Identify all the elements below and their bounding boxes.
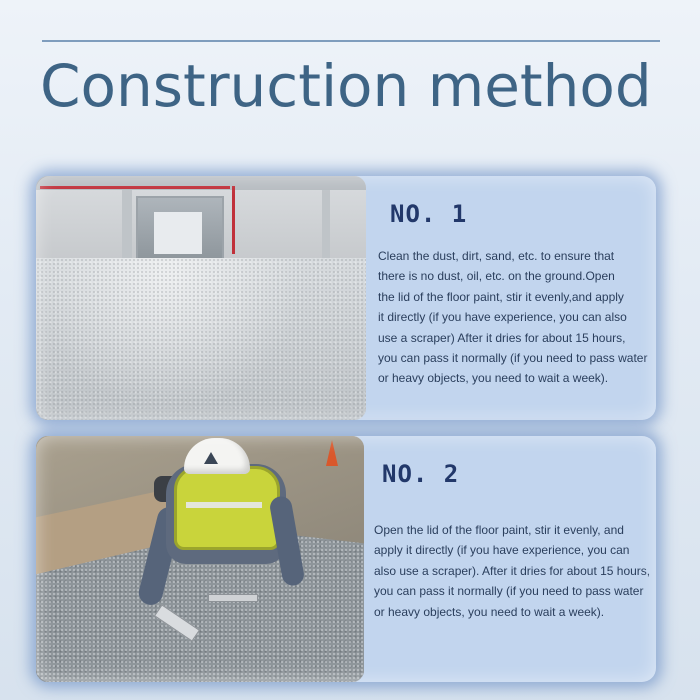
photo-column [122,190,132,258]
photo-vest-stripe [186,502,262,508]
step-2-line: or heavy objects, you need to wait a week). [374,604,605,619]
top-divider [42,40,660,42]
step-1-photo-warehouse-floor [36,176,366,420]
step-2-description [374,520,650,622]
step-2-photo-worker-applying [36,436,364,682]
step-2-line: apply it directly (if you have experience, you can [374,543,630,558]
photo-safety-vest [174,466,280,550]
scraper-tool-icon [208,594,258,602]
step-2-line: Open the lid of the floor paint, stir it evenly, and [374,523,624,537]
step-card-2 [36,436,656,682]
step-2-line: also use a scraper). After it dries for about 15 hours, [374,563,651,578]
step-1-line: there is no dust, oil, etc. on the ground.Open [378,269,615,284]
hard-hat-logo-icon [204,452,218,464]
step-1-line: use a scraper) After it dries for about 15 hours, [378,330,626,345]
photo-red-pipe [232,186,235,254]
step-1-line: or heavy objects, you need to wait a week). [378,371,609,386]
photo-column [322,190,330,258]
step-2-line: you can pass it normally (if you need to pass water [374,584,644,599]
step-1-line: you can pass it normally (if you need to pass water [378,351,648,366]
step-1-line: it directly (if you have experience, you can also [378,310,627,325]
page-title: Construction method [40,52,652,120]
step-2-heading: NO. 2 [382,460,460,488]
step-1-description [378,246,650,389]
photo-red-pipe [40,186,230,189]
step-1-line: the lid of the floor paint, stir it evenly,and apply [378,289,624,304]
photo-floor-texture [36,258,366,420]
photo-door-light [154,212,202,254]
step-1-heading: NO. 1 [390,200,468,228]
step-card-1 [36,176,656,420]
step-1-line: Clean the dust, dirt, sand, etc. to ensure that [378,249,615,263]
traffic-cone-icon [326,440,338,466]
